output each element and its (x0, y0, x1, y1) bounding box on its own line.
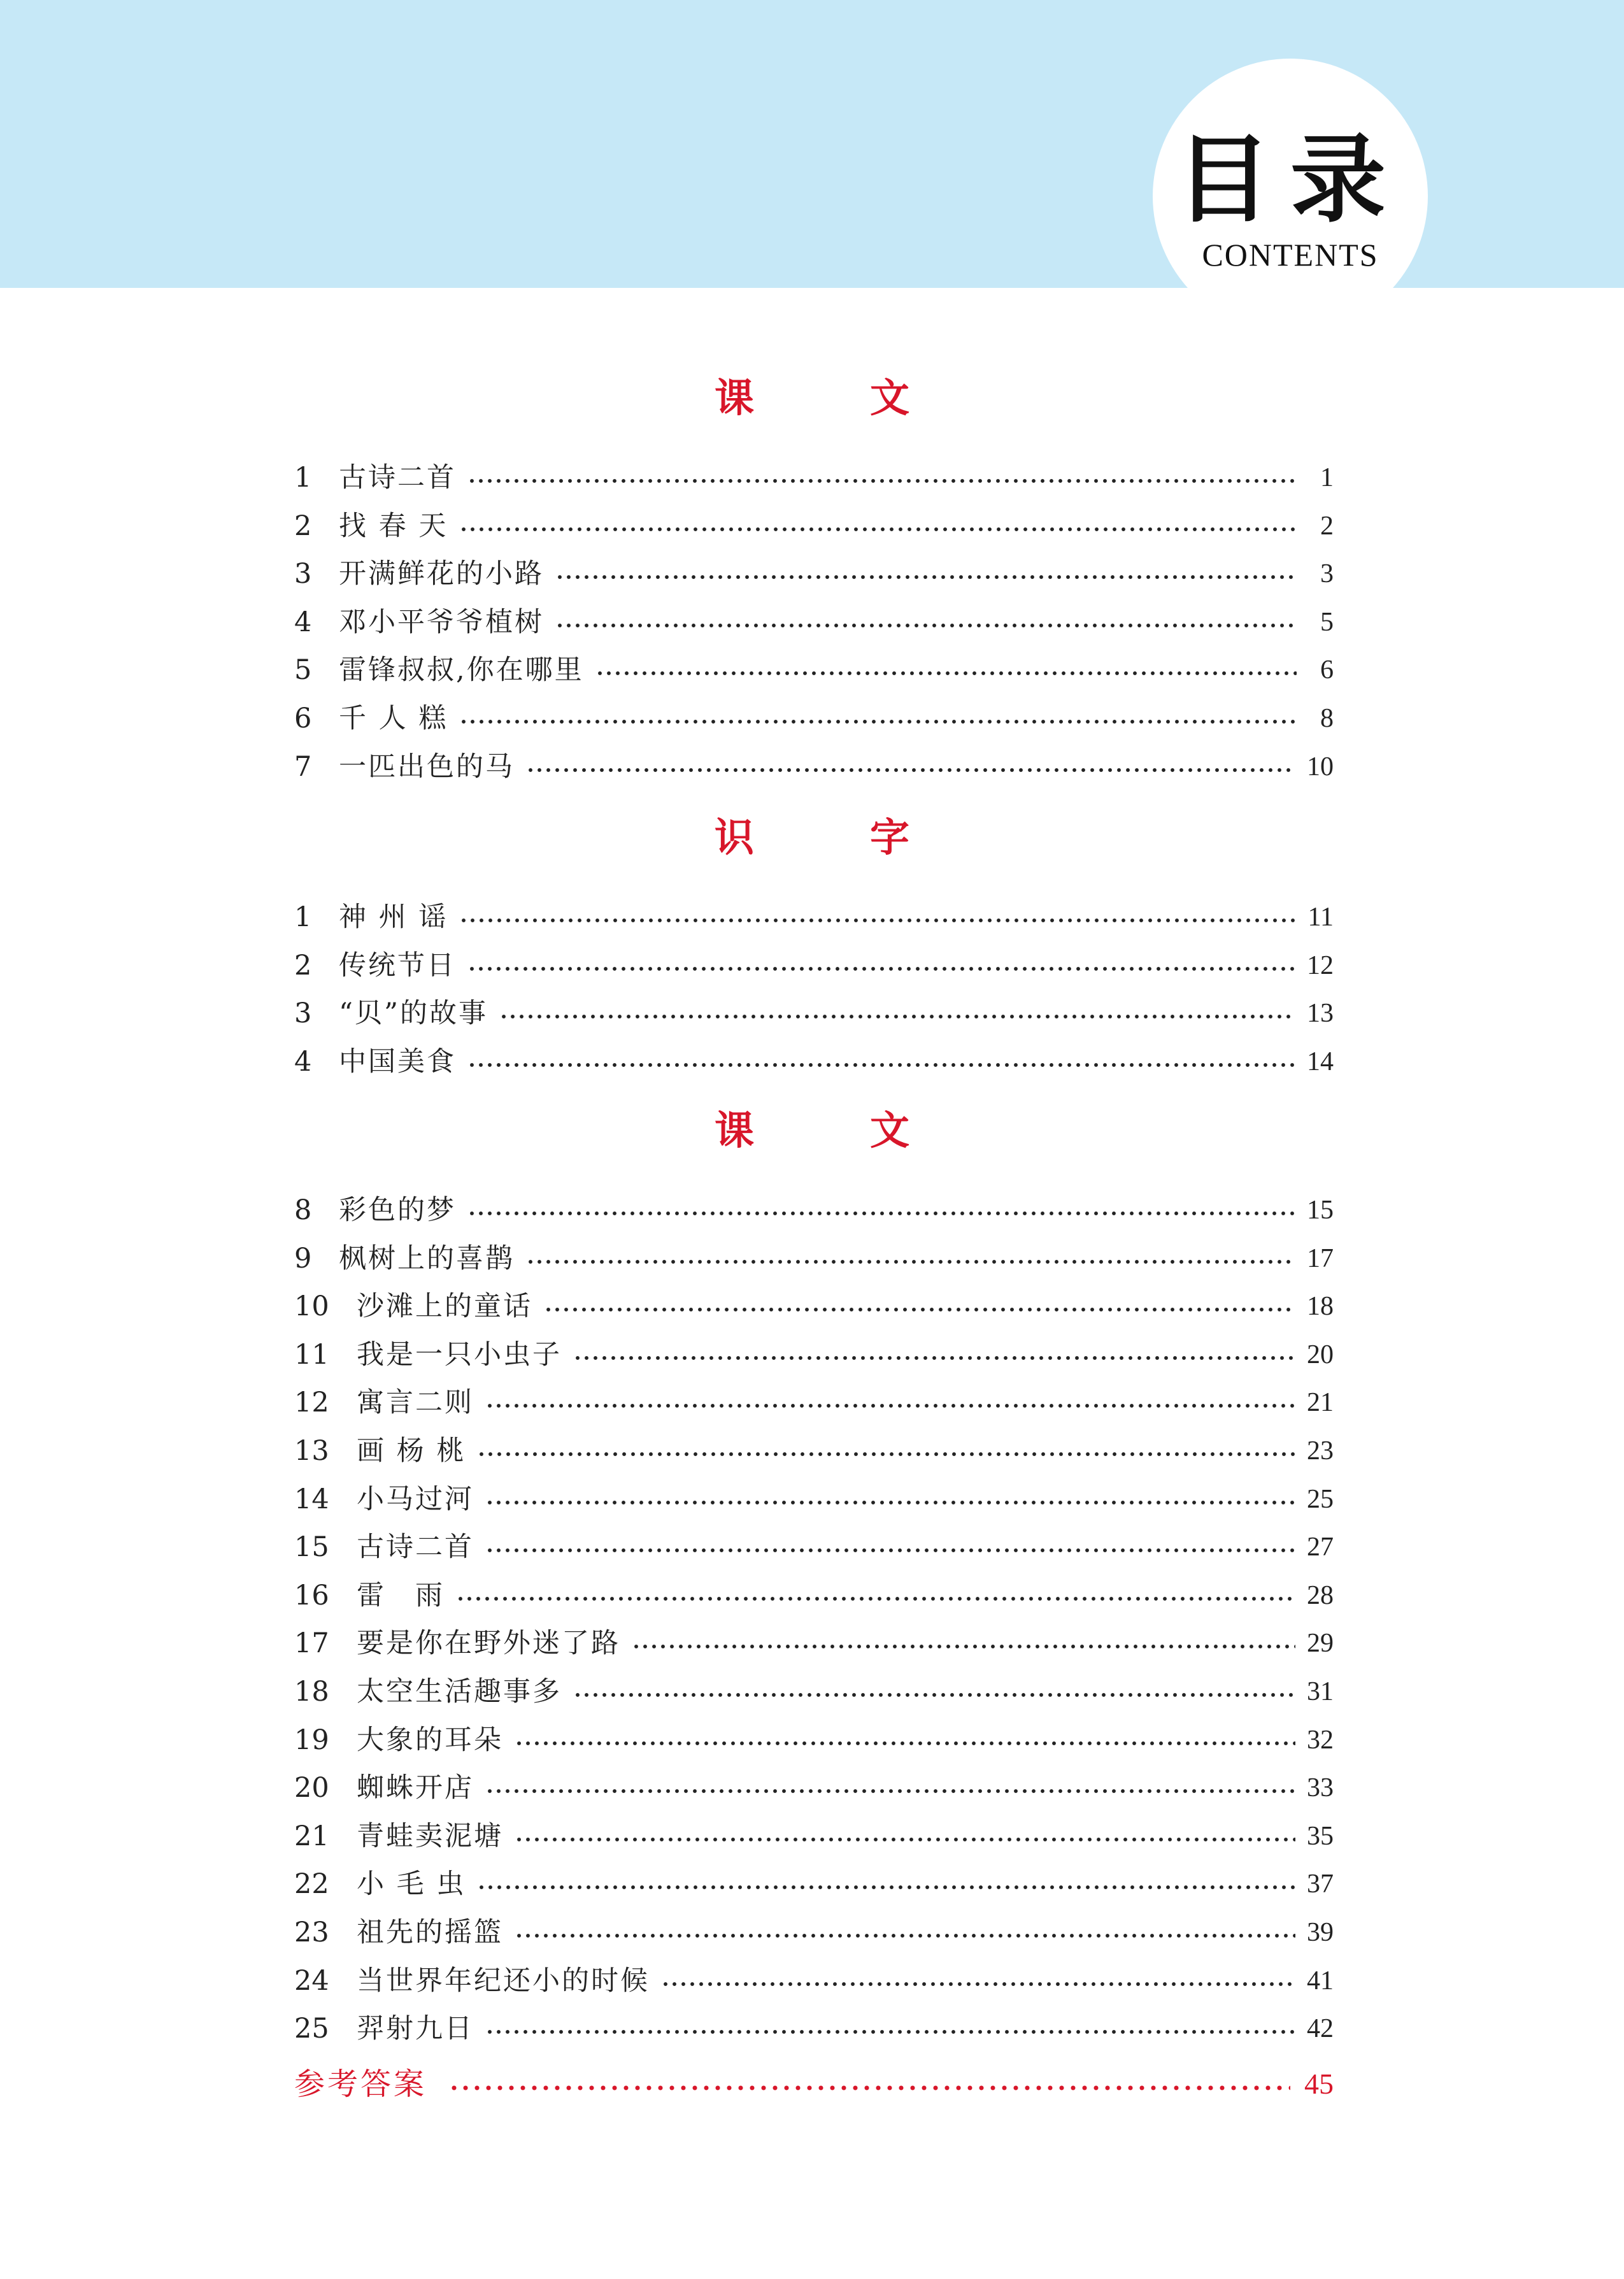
dot-leader (632, 1644, 1295, 1649)
toc-entry-title: 开满鲜花的小路 (339, 558, 544, 590)
dot-leader (515, 1933, 1295, 1938)
dot-leader (555, 623, 1297, 628)
toc-entry-page: 1 (1320, 463, 1334, 492)
toc-entry-page: 32 (1307, 1725, 1334, 1755)
toc-entry[interactable] (294, 948, 1334, 983)
toc-entry-title: 当世界年纪还小的时候 (357, 1964, 650, 1997)
dot-leader (595, 671, 1297, 676)
toc-entry-number: 11 (294, 1338, 329, 1371)
toc-entry[interactable] (294, 1722, 1334, 1758)
toc-entry-page: 18 (1307, 1292, 1334, 1322)
toc-entry[interactable] (294, 1818, 1334, 1854)
toc-entry[interactable] (294, 1866, 1334, 1902)
toc-entry-number: 19 (294, 1724, 329, 1756)
toc-entry-title: 太空生活趣事多 (357, 1676, 562, 1708)
section-title: 课 文 (714, 375, 948, 421)
dot-leader (515, 1837, 1295, 1842)
toc-entry-title: 神 州 谣 (339, 901, 448, 933)
toc-entry-number: 4 (294, 1045, 312, 1078)
toc-entry-page: 25 (1307, 1484, 1334, 1514)
toc-entry-title: 小 毛 虫 (357, 1868, 466, 1901)
dot-leader (555, 575, 1297, 580)
toc-entry-title: 找 春 天 (339, 510, 448, 542)
toc-entry-title: 千 人 糕 (339, 703, 448, 734)
toc-entry-title: 青蛙卖泥塘 (357, 1820, 503, 1852)
toc-entry-number: 12 (294, 1387, 329, 1419)
toc-entry-page: 37 (1307, 1869, 1334, 1899)
toc-entry-number: 20 (294, 1772, 329, 1804)
toc-entry[interactable] (294, 1289, 1334, 1324)
toc-entry-number: 25 (294, 2013, 329, 2045)
toc-entry-page: 13 (1307, 999, 1334, 1029)
toc-entry-title: 羿射九日 (357, 2013, 474, 2045)
dot-leader (467, 966, 1295, 971)
toc-entry-answers[interactable] (294, 2064, 1334, 2104)
dot-leader (459, 527, 1297, 532)
dot-leader (485, 1500, 1295, 1505)
toc-entry-page: 11 (1307, 903, 1334, 932)
toc-entry-page: 29 (1307, 1629, 1334, 1659)
toc-entry-page: 23 (1307, 1436, 1334, 1466)
dot-leader (456, 1596, 1295, 1601)
toc-entry[interactable] (294, 899, 1334, 935)
toc-entry-number: 13 (294, 1435, 329, 1467)
toc-entry-page: 35 (1307, 1821, 1334, 1851)
toc-entry-title: 古诗二首 (357, 1531, 474, 1564)
toc-entry[interactable] (294, 556, 1334, 592)
toc-entry-number: 9 (294, 1242, 312, 1275)
toc-entry-page: 12 (1307, 950, 1334, 980)
toc-entry-page: 31 (1307, 1677, 1334, 1706)
toc-entry-title: 我是一只小虫子 (357, 1338, 562, 1371)
section-title: 识 字 (714, 814, 948, 861)
toc-entry-title: 要是你在野外迷了路 (357, 1627, 620, 1660)
dot-leader (485, 2029, 1295, 2034)
toc-entry-title: 参考答案 (294, 2066, 427, 2102)
toc-entry-title: 古诗二首 (339, 462, 456, 494)
toc-entry-page: 33 (1307, 1773, 1334, 1803)
toc-entry-title: 小马过河 (357, 1483, 474, 1515)
toc-entry[interactable] (294, 1963, 1334, 1999)
toc-entry-title: 蜘蛛开店 (357, 1772, 474, 1804)
toc-entry-number: 3 (294, 997, 312, 1030)
toc-entry-title: 邓小平爷爷植树 (339, 606, 544, 638)
dot-leader (477, 1452, 1295, 1457)
toc-entry-page: 2 (1320, 511, 1334, 541)
toc-entry[interactable] (294, 749, 1334, 785)
toc-entry-title: 雷 雨 (357, 1579, 445, 1611)
toc-entry-number: 23 (294, 1917, 329, 1948)
dot-leader (573, 1692, 1295, 1697)
toc-entry-number: 10 (294, 1290, 329, 1323)
toc-entry[interactable] (294, 1044, 1334, 1080)
dot-leader (467, 1062, 1295, 1068)
toc-entry[interactable] (294, 1674, 1334, 1710)
toc-entry[interactable] (294, 1192, 1334, 1228)
toc-entry-page: 3 (1320, 559, 1334, 589)
toc-entry-title: “贝”的故事 (339, 997, 488, 1030)
toc-entry[interactable] (294, 652, 1334, 688)
toc-entry[interactable] (294, 1625, 1334, 1661)
toc-entry-page: 21 (1307, 1388, 1334, 1418)
toc-entry-page: 10 (1307, 752, 1334, 782)
toc-entry-page: 42 (1307, 2014, 1334, 2044)
toc-entry[interactable] (294, 1433, 1334, 1469)
toc-entry[interactable] (294, 1770, 1334, 1806)
toc-entry[interactable] (294, 701, 1334, 736)
toc-entry-page: 5 (1320, 607, 1334, 637)
dot-leader (526, 1259, 1295, 1264)
toc-entry[interactable] (294, 1529, 1334, 1565)
toc-entry[interactable] (294, 460, 1334, 496)
dot-leader (573, 1355, 1295, 1361)
dot-leader (459, 918, 1296, 923)
dot-leader (485, 1789, 1295, 1794)
toc-entry-title: 传统节日 (339, 949, 456, 982)
toc-entry-page: 8 (1320, 704, 1334, 733)
toc-entry-number: 1 (294, 901, 312, 933)
toc-entry-number: 16 (294, 1579, 329, 1611)
toc-entry-title: 枫树上的喜鹊 (339, 1242, 515, 1275)
dot-leader (467, 1211, 1295, 1216)
toc-entry[interactable] (294, 1337, 1334, 1373)
dot-leader (448, 2085, 1290, 2091)
toc-entry-page: 41 (1307, 1966, 1334, 1996)
toc-entry-page: 6 (1320, 655, 1334, 685)
toc-entry-number: 2 (294, 949, 312, 982)
toc-entry-title: 沙滩上的童话 (357, 1290, 532, 1323)
header-band (0, 0, 1624, 288)
toc-entry[interactable] (294, 1385, 1334, 1420)
dot-leader (485, 1403, 1295, 1408)
toc-entry[interactable] (294, 1578, 1334, 1613)
toc-entry-number: 1 (294, 462, 312, 494)
toc-entry-number: 6 (294, 703, 312, 734)
toc-entry-number: 3 (294, 558, 312, 590)
dot-leader (459, 719, 1297, 724)
dot-leader (477, 1885, 1295, 1890)
page-title: 目录 (1175, 125, 1405, 236)
toc-entry-number: 8 (294, 1194, 312, 1226)
toc-entry-number: 17 (294, 1627, 329, 1660)
toc-entry-title: 画 杨 桃 (357, 1435, 466, 1467)
toc-entry-title: 寓言二则 (357, 1387, 474, 1419)
dot-leader (485, 1548, 1295, 1553)
toc-entry-number: 14 (294, 1483, 329, 1515)
toc-entry-number: 24 (294, 1964, 329, 1997)
toc-entry-number: 22 (294, 1868, 329, 1901)
dot-leader (661, 1982, 1295, 1987)
toc-entry-page: 28 (1307, 1580, 1334, 1610)
dot-leader (515, 1741, 1295, 1746)
toc-entry-title: 一匹出色的马 (339, 750, 515, 783)
toc-entry-number: 18 (294, 1676, 329, 1708)
toc-entry[interactable] (294, 1241, 1334, 1276)
toc-entry-title: 雷锋叔叔,你在哪里 (339, 654, 584, 687)
toc-entry-page: 15 (1307, 1196, 1334, 1225)
toc-entry-number: 7 (294, 750, 312, 783)
toc-entry-title: 祖先的摇篮 (357, 1917, 503, 1948)
toc-entry-page: 27 (1307, 1532, 1334, 1562)
toc-entry-page: 39 (1307, 1918, 1334, 1947)
toc-entry-page: 17 (1307, 1243, 1334, 1273)
toc-entry[interactable] (294, 2011, 1334, 2047)
toc-entry[interactable] (294, 1915, 1334, 1950)
toc-entry-title: 大象的耳朵 (357, 1724, 503, 1756)
toc-entry-title: 中国美食 (339, 1045, 456, 1078)
toc-entry-page: 20 (1307, 1340, 1334, 1369)
toc-entry-number: 4 (294, 606, 312, 638)
page-subtitle: CONTENTS (1202, 237, 1379, 273)
dot-leader (526, 768, 1295, 773)
dot-leader (544, 1307, 1295, 1312)
dot-leader (499, 1014, 1295, 1019)
toc-entry-number: 2 (294, 510, 312, 542)
toc-entry-number: 5 (294, 654, 312, 687)
toc-entry-title: 彩色的梦 (339, 1194, 456, 1226)
dot-leader (467, 478, 1297, 483)
toc-entry[interactable] (294, 604, 1334, 640)
toc-entry[interactable] (294, 1482, 1334, 1517)
section-title: 课 文 (714, 1107, 948, 1154)
toc-entry-number: 21 (294, 1820, 329, 1852)
toc-entry-page: 45 (1304, 2068, 1334, 2100)
toc-entry-number: 15 (294, 1531, 329, 1564)
toc-entry[interactable] (294, 508, 1334, 544)
toc-entry-page: 14 (1307, 1047, 1334, 1076)
toc-entry[interactable] (294, 996, 1334, 1031)
